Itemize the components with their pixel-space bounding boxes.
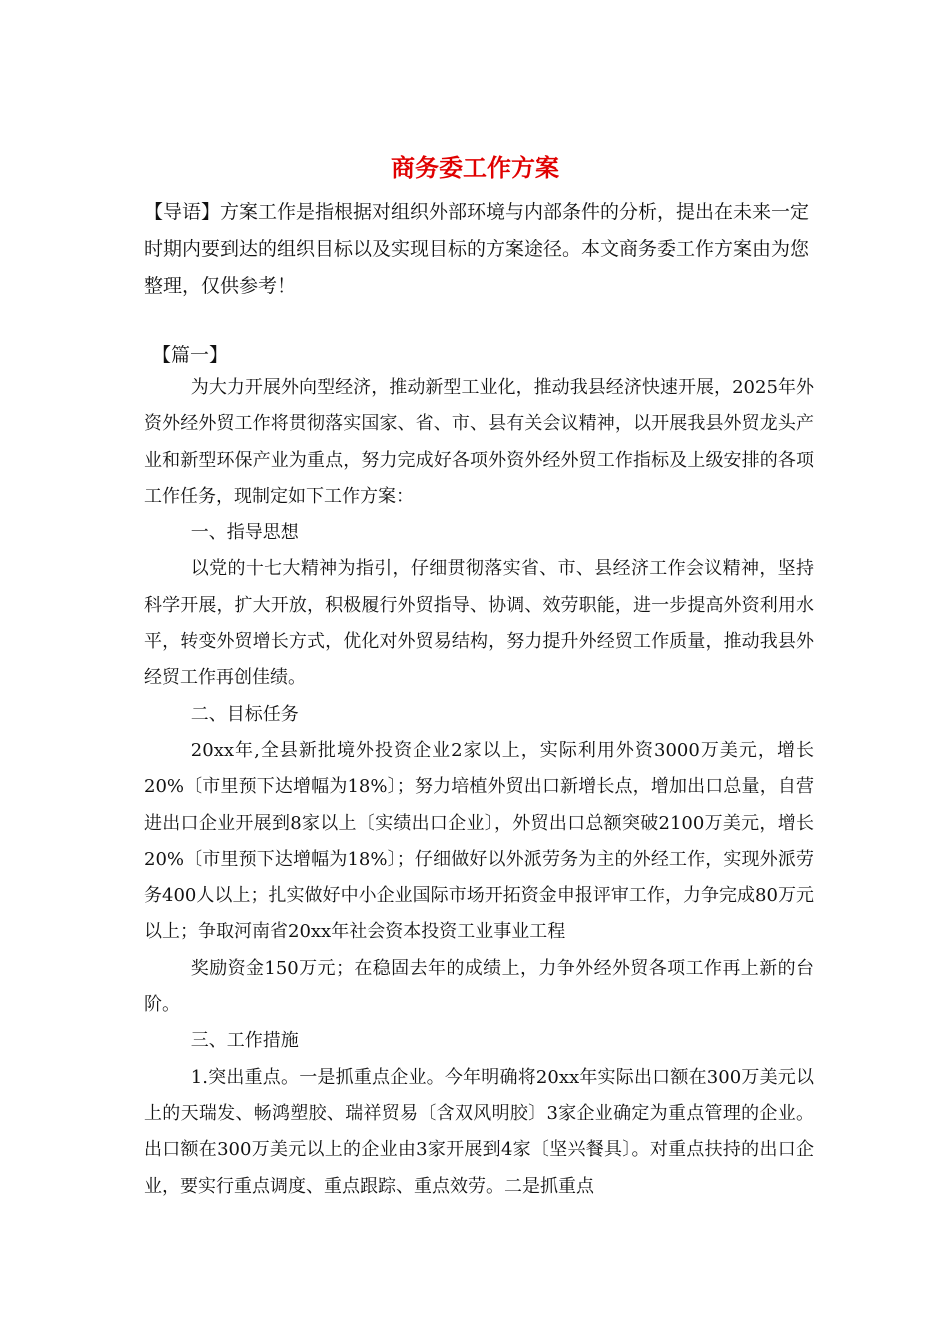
body-paragraph: 以党的十七大精神为指引，仔细贯彻落实省、市、县经济工作会议精神，坚持科学开展，扩大开放，积极履行外贸指导、协调、效劳职能，进一步提高外资利用水平，转变外贸增长方式，优化对外贸易结构，努力提升外经贸工作质量，推动我县外经贸工作再创佳绩。 (144, 558, 814, 689)
document-title: 商务委工作方案 (391, 153, 559, 182)
document-body (144, 370, 814, 1205)
section-heading: 一、指导思想 (190, 522, 299, 544)
section-label: 【篇一】 (152, 344, 229, 366)
body-paragraph: 奖励资金150万元；在稳固去年的成绩上，力争外经外贸各项工作再上新的台阶。 (144, 957, 814, 1016)
intro-paragraph: 【导语】方案工作是指根据对组织外部环境与内部条件的分析，提出在未来一定时期内要到达的组织目标以及实现目标的方案途径。本文商务委工作方案由为您整理，仅供参考！ (144, 201, 810, 297)
body-paragraph: 为大力开展外向型经济，推动新型工业化，推动我县经济快速开展，2025年外资外经外贸工作将贯彻落实国家、省、市、县有关会议精神，以开展我县外贸龙头产业和新型环保产业为重点，努力完成好各项外资外经外贸工作指标及上级安排的各项工作任务，现制定如下工作方案： (144, 377, 814, 507)
body-paragraph: 20xx年,全县新批境外投资企业2家以上，实际利用外资3000万美元，增长20%〔市里预下达增幅为18%〕；努力培植外贸出口新增长点，增加出口总量，自营进出口企业开展到8家以上〔实绩出口企业〕，外贸出口总额突破2100万美元，增长20%〔市里预下达增幅为18%〕；仔细做好以外派劳务为主的外经工作，实现外派劳务400人以上；扎实做好中小企业国际市场开拓资金申报评审工作，力争完成80万元以上；争取河南省20xx年社会资本投资工业事业工程 (144, 739, 814, 943)
body-paragraph: 1.突出重点。一是抓重点企业。今年明确将20xx年实际出口额在300万美元以上的天瑞发、畅鸿塑胶、瑞祥贸易〔含双风明胶〕3家企业确定为重点管理的企业。出口额在300万美元以上的企业由3家开展到4家〔坚兴餐具〕。对重点扶持的出口企业，要实行重点调度、重点跟踪、重点效劳。二是抓重点 (144, 1066, 814, 1197)
section-heading: 二、目标任务 (190, 703, 299, 725)
section-heading: 三、工作措施 (190, 1030, 299, 1052)
